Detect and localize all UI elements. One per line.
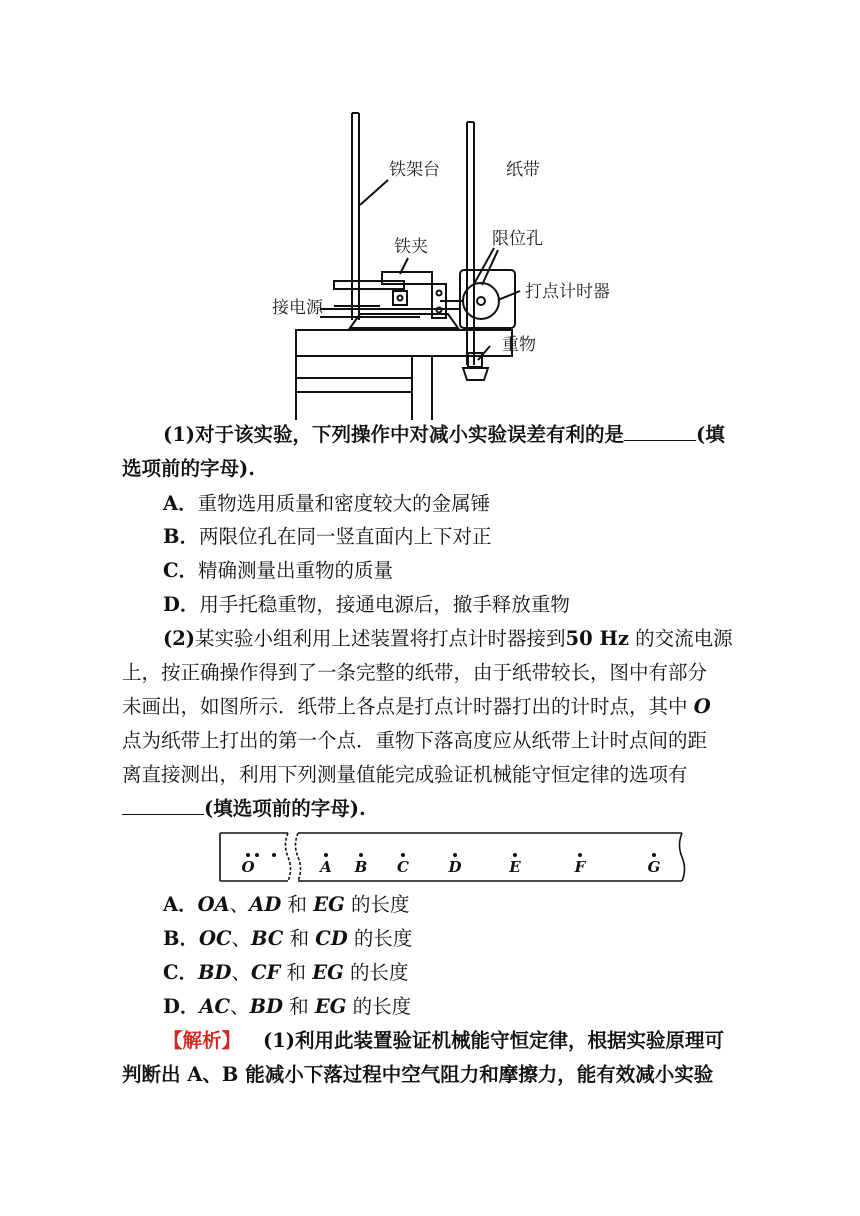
label-tape: 纸带 [506, 160, 540, 180]
q2-option-c: C．BD、CF 和 EG 的长度 [163, 961, 409, 984]
label-stand: 铁架台 [389, 160, 440, 180]
q2-option-d: D．AC、BD 和 EG 的长度 [163, 995, 412, 1018]
label-weight: 重物 [502, 335, 536, 355]
tape-label-B: B [354, 858, 368, 876]
q2-stem-line5: 离直接测出，利用下列测量值能完成验证机械能守恒定律的选项有 [122, 763, 688, 786]
tape-label-O: O [241, 858, 255, 876]
q2-stem-line1: (2)某实验小组利用上述装置将打点计时器接到50 Hz 的交流电源 [163, 627, 733, 650]
q1-stem-line2: 选项前的字母). [122, 457, 256, 480]
tape-label-A: A [320, 858, 332, 876]
tape-point-B [359, 853, 363, 857]
q1-option-a: A．重物选用质量和密度较大的金属锤 [163, 492, 491, 515]
label-power: 接电源 [272, 298, 323, 318]
q1-option-b: B．两限位孔在同一竖直面内上下对正 [163, 525, 492, 548]
label-clamp: 铁夹 [394, 237, 428, 257]
label-limit-hole: 限位孔 [492, 229, 543, 249]
tape-label-G: G [647, 858, 661, 876]
q2-answer-blank[interactable] [122, 792, 204, 815]
tape-label-D: D [448, 858, 462, 876]
q1-option-c: C．精确测量出重物的质量 [163, 559, 394, 582]
analysis-tag: 【解析】 [163, 1029, 242, 1052]
tape-point-E [513, 853, 517, 857]
q1-option-d: D．用手托稳重物，接通电源后，撤手释放重物 [163, 593, 570, 616]
q1-answer-blank[interactable] [624, 418, 696, 441]
label-timer: 打点计时器 [525, 282, 610, 302]
tape-point-F [578, 853, 582, 857]
apparatus-diagram [0, 0, 860, 420]
tape-label-C: C [397, 858, 409, 876]
q1-stem-line1: (1)对于该实验，下列操作中对减小实验误差有利的是 (填 [163, 418, 725, 452]
analysis-line1: 【解析】 (1)利用此装置验证机械能守恒定律，根据实验原理可 [163, 1029, 725, 1052]
q2-stem-line6: (填选项前的字母). [122, 792, 366, 826]
tape-label-F: F [574, 858, 586, 876]
analysis-line2: 判断出 A、B 能减小下落过程中空气阻力和摩擦力，能有效减小实验 [122, 1063, 714, 1086]
q2-stem-line3: 未画出，如图所示．纸带上各点是打点计时器打出的计时点，其中 O [122, 695, 711, 718]
tape-point-D [453, 853, 457, 857]
q2-stem-line2: 上，按正确操作得到了一条完整的纸带，由于纸带较长，图中有部分 [122, 661, 708, 684]
tape-point-C [401, 853, 405, 857]
tape-label-E: E [509, 858, 521, 876]
tape-point-G [652, 853, 656, 857]
q2-option-a: A．OA、AD 和 EG 的长度 [163, 893, 410, 916]
tape-point-A [324, 853, 328, 857]
q2-option-b: B．OC、BC 和 CD 的长度 [163, 927, 413, 950]
tape-point-O [246, 853, 250, 857]
q2-stem-line4: 点为纸带上打出的第一个点．重物下落高度应从纸带上计时点间的距 [122, 729, 708, 752]
